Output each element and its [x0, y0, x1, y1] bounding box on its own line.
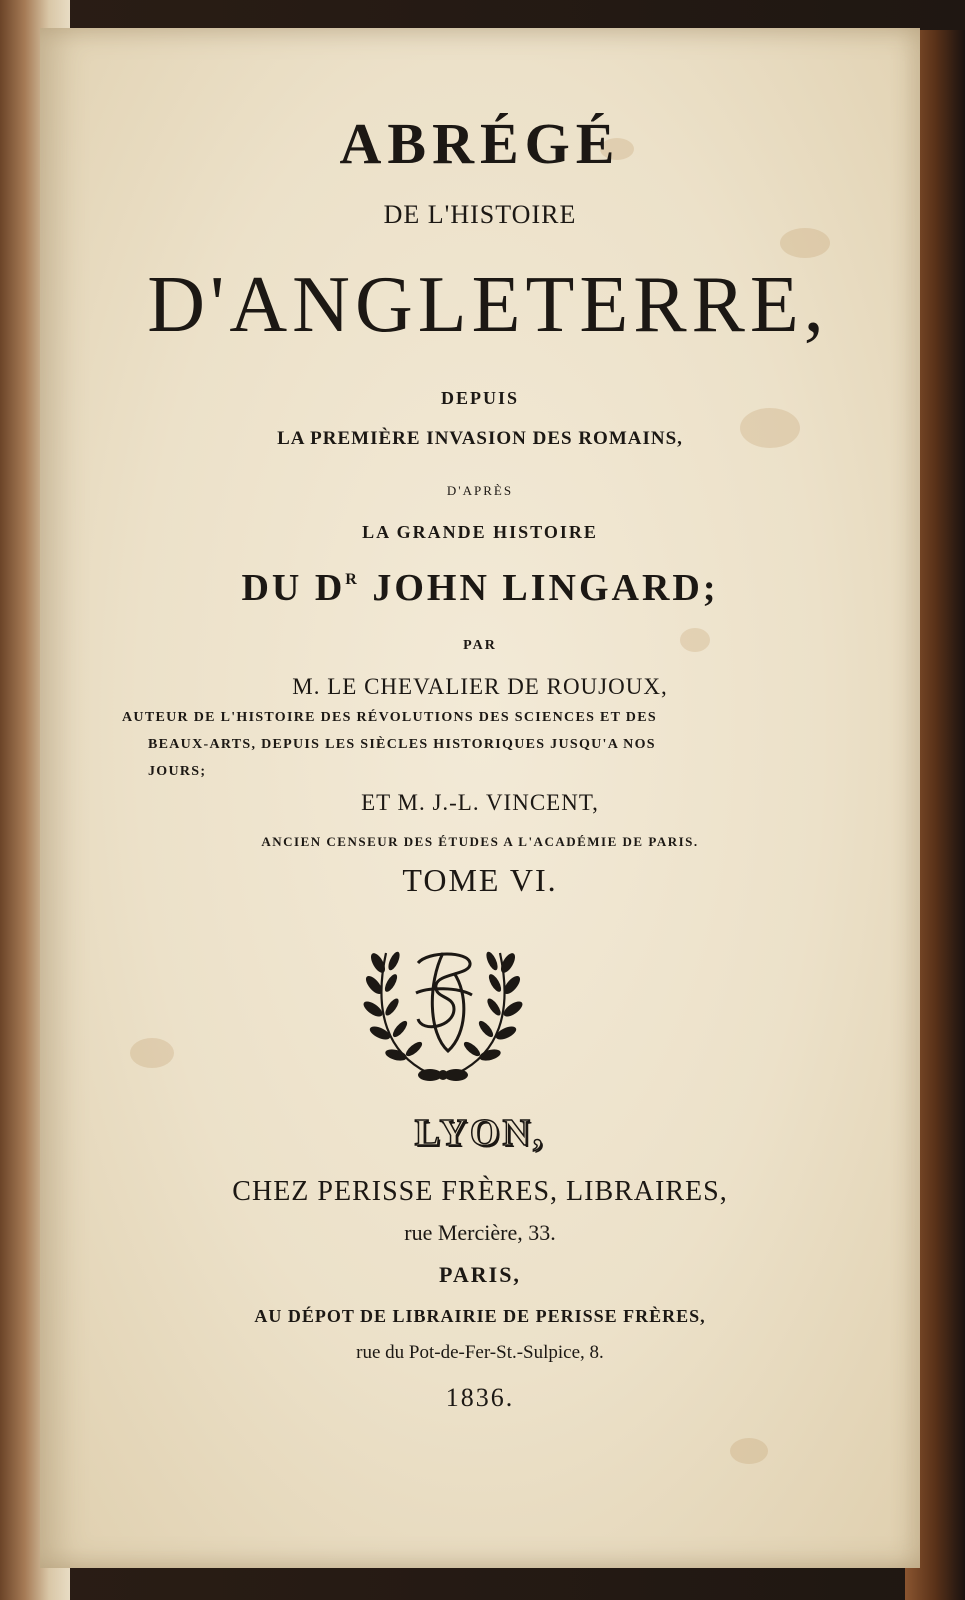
- subtitle-depuis: DEPUIS: [440, 388, 519, 408]
- title-page: [40, 28, 920, 1568]
- credentials-line-1: AUTEUR DE L'HISTOIRE DES RÉVOLUTIONS DES SCIENCES ET DES: [122, 710, 657, 725]
- author-vincent-credentials: ANCIEN CENSEUR DES ÉTUDES A L'ACADÉMIE DE PARIS.: [261, 834, 699, 849]
- subtitle-dapres: D'APRÈS: [446, 483, 514, 498]
- credentials-line-3: JOURS;: [148, 764, 207, 779]
- laurel-wreath-monogram-icon: [358, 923, 528, 1093]
- imprint-city-paris: PARIS,: [439, 1262, 521, 1287]
- du-dr-prefix: DU D: [241, 567, 346, 609]
- title-de-histoire: DE L'HISTOIRE: [383, 200, 577, 229]
- subtitle-premiere-invasion: LA PREMIÈRE INVASION DES ROMAINS,: [277, 428, 683, 449]
- imprint-publisher: CHEZ PERISSE FRÈRES, LIBRAIRES,: [232, 1176, 728, 1207]
- title-abrege: ABRÉGÉ: [339, 111, 621, 176]
- title-angleterre: D'ANGLETERRE,: [147, 261, 829, 349]
- imprint-address-lyon: rue Mercière, 33.: [404, 1220, 556, 1245]
- imprint-address-paris: rue du Pot-de-Fer-St.-Sulpice, 8.: [356, 1342, 604, 1363]
- foxing-spot: [780, 228, 830, 258]
- foxing-spot: [130, 1038, 174, 1068]
- imprint-city-lyon: LYON,: [414, 1112, 546, 1154]
- subtitle-john-lingard: [40, 566, 920, 610]
- subtitle-grande-histoire: LA GRANDE HISTOIRE: [362, 522, 598, 542]
- volume-number: TOME VI.: [402, 862, 558, 898]
- author-vincent: ET M. J.-L. VINCENT,: [361, 790, 599, 815]
- byline-par: PAR: [463, 638, 497, 653]
- imprint-depot: AU DÉPOT DE LIBRAIRIE DE PERISSE FRÈRES,: [254, 1306, 706, 1326]
- dr-superscript: R: [345, 571, 360, 588]
- john-lingard-name: JOHN LINGARD;: [359, 567, 719, 609]
- imprint-year: 1836.: [445, 1383, 515, 1412]
- author-roujoux-credentials: [122, 704, 782, 785]
- credentials-line-2: BEAUX-ARTS, DEPUIS LES SIÈCLES HISTORIQUES JUSQU'A NOS: [148, 737, 656, 752]
- author-roujoux: M. LE CHEVALIER DE ROUJOUX,: [292, 674, 668, 699]
- foxing-spot: [730, 1438, 768, 1464]
